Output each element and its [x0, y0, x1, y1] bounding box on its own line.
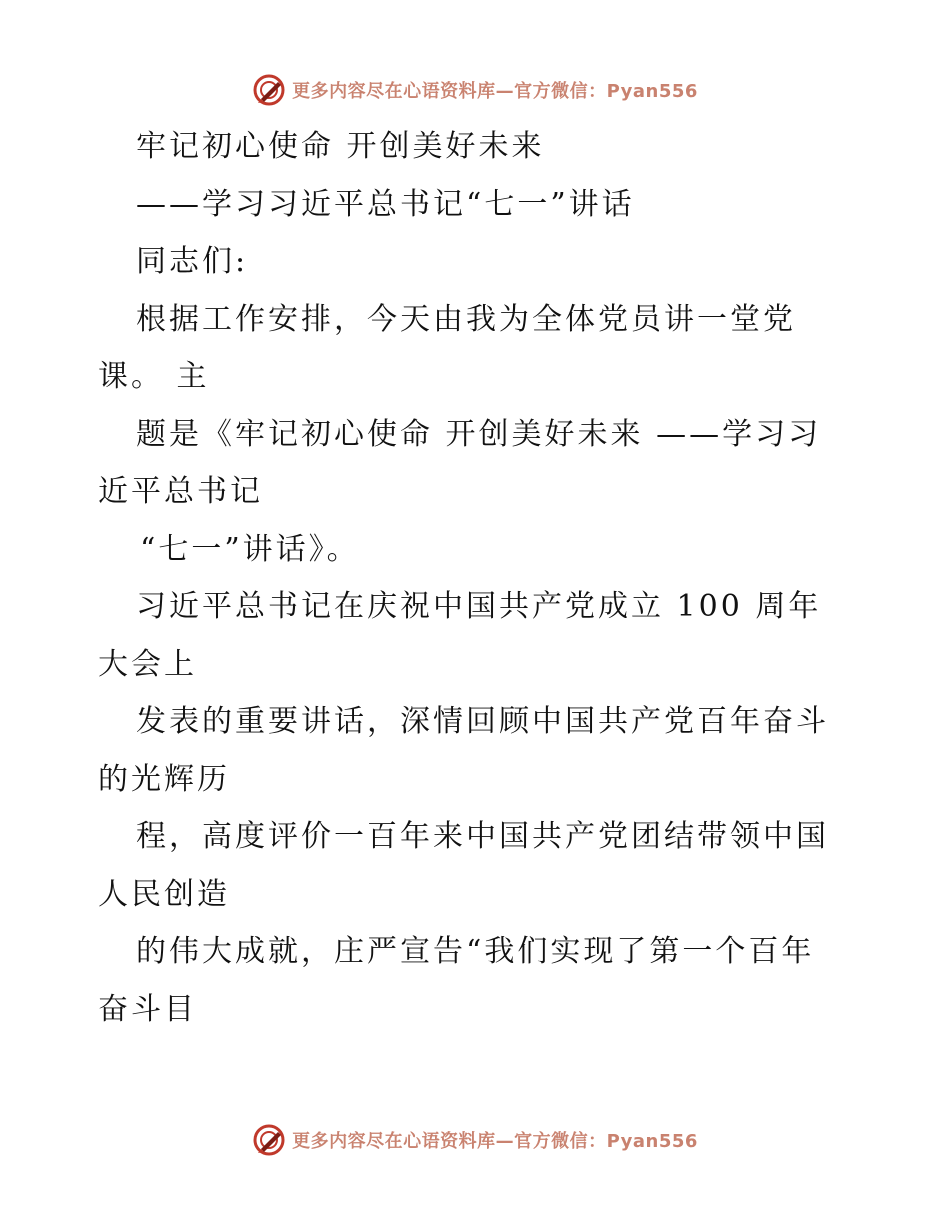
- text-line: 程，高度评价一百年来中国共产党团结带领中国: [136, 819, 829, 854]
- text-line: 奋斗目: [98, 991, 197, 1027]
- text-line: “七一”讲话》。: [140, 531, 360, 567]
- watermark-text: 更多内容尽在心语资料库—官方微信：Pyan556: [292, 81, 698, 102]
- pen-logo-icon: [252, 73, 286, 107]
- watermark-header: [0, 70, 950, 110]
- text-line: 人民创造: [98, 876, 230, 912]
- watermark-footer: [0, 1120, 950, 1160]
- text-line: 题是《牢记初心使命 开创美好未来 ——学习习: [136, 416, 822, 452]
- pen-logo-icon: [252, 1123, 286, 1157]
- watermark-text: 更多内容尽在心语资料库—官方微信：Pyan556: [292, 1131, 698, 1152]
- text-line: 近平总书记: [98, 474, 263, 509]
- document-body: [98, 118, 858, 1038]
- text-line: 的伟大成就，庄严宣告“我们实现了第一个百年: [136, 934, 815, 969]
- text-line: 课。 主: [98, 359, 210, 394]
- salutation: 同志们:: [136, 244, 249, 279]
- text-line: 的光辉历: [98, 761, 230, 797]
- text-line: 发表的重要讲话，深情回顾中国共产党百年奋斗: [136, 704, 829, 739]
- document-title: 牢记初心使命 开创美好未来: [136, 129, 545, 164]
- text-line: 大会上: [98, 646, 197, 682]
- text-line: 习近平总书记在庆祝中国共产党成立 100 周年: [136, 589, 822, 624]
- text-line: 根据工作安排，今天由我为全体党员讲一堂党: [136, 301, 796, 337]
- document-subtitle: ——学习习近平总书记“七一”讲话: [136, 186, 635, 222]
